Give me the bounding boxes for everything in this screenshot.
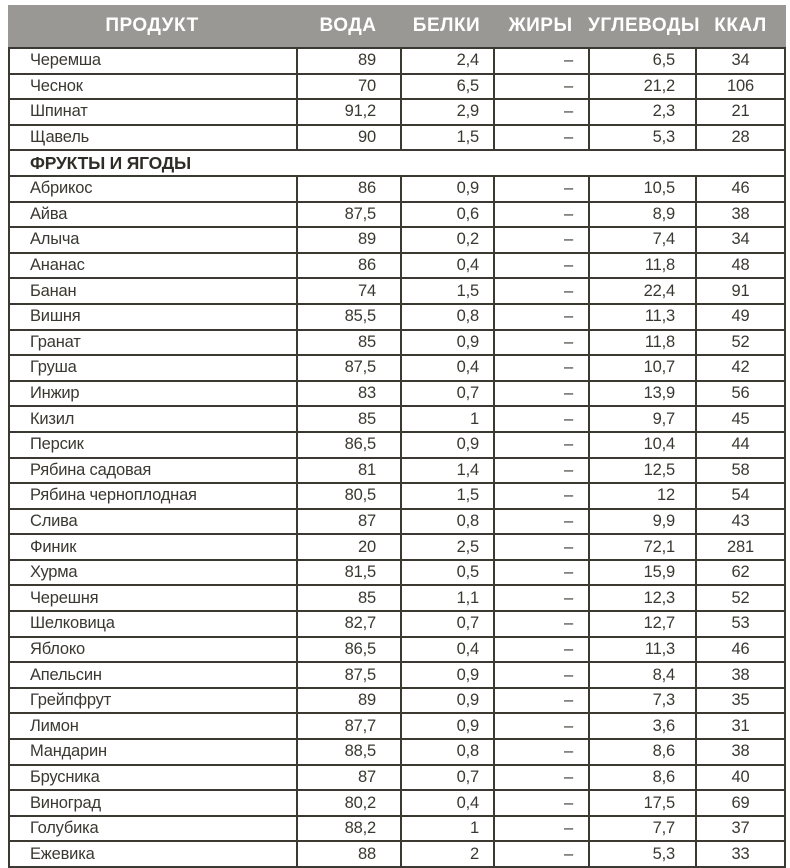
column-header-fat: ЖИРЫ xyxy=(508,15,573,36)
protein-cell: 2,4 xyxy=(400,49,493,73)
fat-cell: – xyxy=(493,254,588,278)
carbs-cell: 8,6 xyxy=(588,766,695,790)
kcal-cell: 34 xyxy=(695,228,784,252)
carbs-cell: 11,3 xyxy=(588,305,695,329)
kcal-cell: 31 xyxy=(695,714,784,738)
product-cell: Рябина черноплодная xyxy=(30,486,197,505)
fat-cell: – xyxy=(493,177,588,201)
product-cell: Вишня xyxy=(30,307,81,326)
fat-cell: – xyxy=(493,100,588,124)
product-cell: Рябина садовая xyxy=(30,460,152,479)
product-cell: Апельсин xyxy=(30,665,102,684)
fat-cell: – xyxy=(493,356,588,380)
kcal-cell: 40 xyxy=(695,766,784,790)
kcal-cell: 52 xyxy=(695,586,784,610)
water-cell: 89 xyxy=(296,228,400,252)
carbs-cell: 11,8 xyxy=(588,331,695,355)
product-cell: Лимон xyxy=(30,716,79,735)
protein-cell: 1 xyxy=(400,817,493,841)
product-cell: Виноград xyxy=(30,793,101,812)
fat-cell: – xyxy=(493,203,588,227)
protein-cell: 0,9 xyxy=(400,433,493,457)
carbs-cell: 3,6 xyxy=(588,714,695,738)
product-cell: Абрикос xyxy=(30,179,93,198)
table-row xyxy=(10,764,784,790)
water-cell: 83 xyxy=(296,382,400,406)
water-cell: 80,5 xyxy=(296,484,400,508)
product-cell: Щавель xyxy=(30,128,90,147)
nutrition-table xyxy=(8,5,786,868)
kcal-cell: 28 xyxy=(695,126,784,150)
protein-cell: 0,2 xyxy=(400,228,493,252)
carbs-cell: 8,9 xyxy=(588,203,695,227)
water-cell: 82,7 xyxy=(296,612,400,636)
water-cell: 85 xyxy=(296,586,400,610)
carbs-cell: 7,4 xyxy=(588,228,695,252)
protein-cell: 2,5 xyxy=(400,535,493,559)
protein-cell: 2,9 xyxy=(400,100,493,124)
kcal-cell: 69 xyxy=(695,791,784,815)
kcal-cell: 35 xyxy=(695,689,784,713)
protein-cell: 0,4 xyxy=(400,254,493,278)
carbs-cell: 11,3 xyxy=(588,638,695,662)
kcal-cell: 38 xyxy=(695,663,784,687)
product-cell: Банан xyxy=(30,281,77,300)
product-cell: Шелковица xyxy=(30,614,115,633)
water-cell: 86,5 xyxy=(296,638,400,662)
carbs-cell: 15,9 xyxy=(588,561,695,585)
table-row xyxy=(10,584,784,610)
kcal-cell: 21 xyxy=(695,100,784,124)
water-cell: 86,5 xyxy=(296,433,400,457)
table-row xyxy=(10,226,784,252)
carbs-cell: 9,7 xyxy=(588,407,695,431)
carbs-cell: 9,9 xyxy=(588,510,695,534)
fat-cell: – xyxy=(493,75,588,99)
water-cell: 80,2 xyxy=(296,791,400,815)
kcal-cell: 45 xyxy=(695,407,784,431)
water-cell: 88,2 xyxy=(296,817,400,841)
table-row xyxy=(10,687,784,713)
fat-cell: – xyxy=(493,484,588,508)
protein-cell: 0,9 xyxy=(400,663,493,687)
kcal-cell: 48 xyxy=(695,254,784,278)
water-cell: 89 xyxy=(296,689,400,713)
carbs-cell: 12,7 xyxy=(588,612,695,636)
table-header xyxy=(8,5,786,47)
product-cell: Гранат xyxy=(30,332,81,351)
water-cell: 91,2 xyxy=(296,100,400,124)
product-cell: Хурма xyxy=(30,563,78,582)
protein-cell: 0,8 xyxy=(400,510,493,534)
table-row xyxy=(10,73,784,99)
water-cell: 88,5 xyxy=(296,740,400,764)
water-cell: 86 xyxy=(296,177,400,201)
protein-cell: 6,5 xyxy=(400,75,493,99)
carbs-cell: 7,3 xyxy=(588,689,695,713)
product-cell: Ананас xyxy=(30,256,85,275)
product-cell: Слива xyxy=(30,511,78,530)
table-row xyxy=(10,712,784,738)
fat-cell: – xyxy=(493,586,588,610)
product-cell: Персик xyxy=(30,435,84,454)
water-cell: 87 xyxy=(296,766,400,790)
table-row xyxy=(10,610,784,636)
table-row xyxy=(10,329,784,355)
protein-cell: 1,5 xyxy=(400,126,493,150)
product-cell: Мандарин xyxy=(30,742,107,761)
product-cell: Кизил xyxy=(30,409,75,428)
water-cell: 85,5 xyxy=(296,305,400,329)
protein-cell: 2 xyxy=(400,842,493,866)
column-header-protein: БЕЛКИ xyxy=(412,15,481,36)
protein-cell: 0,8 xyxy=(400,305,493,329)
kcal-cell: 33 xyxy=(695,842,784,866)
water-cell: 90 xyxy=(296,126,400,150)
water-cell: 88 xyxy=(296,842,400,866)
fat-cell: – xyxy=(493,689,588,713)
water-cell: 87,7 xyxy=(296,714,400,738)
water-cell: 74 xyxy=(296,279,400,303)
carbs-cell: 72,1 xyxy=(588,535,695,559)
fat-cell: – xyxy=(493,817,588,841)
protein-cell: 0,9 xyxy=(400,689,493,713)
fat-cell: – xyxy=(493,791,588,815)
protein-cell: 0,9 xyxy=(400,331,493,355)
kcal-cell: 38 xyxy=(695,740,784,764)
kcal-cell: 44 xyxy=(695,433,784,457)
table-row xyxy=(10,508,784,534)
product-cell: Черешня xyxy=(30,588,99,607)
table-row xyxy=(10,124,784,150)
carbs-cell: 22,4 xyxy=(588,279,695,303)
product-cell: Груша xyxy=(30,358,77,377)
column-header-kcal: ККАЛ xyxy=(714,15,767,36)
fat-cell: – xyxy=(493,842,588,866)
fat-cell: – xyxy=(493,126,588,150)
carbs-cell: 12,5 xyxy=(588,459,695,483)
carbs-cell: 8,4 xyxy=(588,663,695,687)
kcal-cell: 52 xyxy=(695,331,784,355)
fat-cell: – xyxy=(493,638,588,662)
table-row xyxy=(10,252,784,278)
table-row xyxy=(10,431,784,457)
table-row xyxy=(10,636,784,662)
carbs-cell: 21,2 xyxy=(588,75,695,99)
water-cell: 70 xyxy=(296,75,400,99)
table-row xyxy=(10,815,784,841)
protein-cell: 1,5 xyxy=(400,484,493,508)
fat-cell: – xyxy=(493,228,588,252)
product-cell: Голубика xyxy=(30,819,99,838)
carbs-cell: 10,5 xyxy=(588,177,695,201)
protein-cell: 0,9 xyxy=(400,177,493,201)
table-row xyxy=(10,405,784,431)
table-row xyxy=(10,303,784,329)
protein-cell: 0,9 xyxy=(400,714,493,738)
protein-cell: 1,4 xyxy=(400,459,493,483)
product-cell: Шпинат xyxy=(30,102,88,121)
kcal-cell: 38 xyxy=(695,203,784,227)
water-cell: 87 xyxy=(296,510,400,534)
carbs-cell: 8,6 xyxy=(588,740,695,764)
protein-cell: 1,5 xyxy=(400,279,493,303)
kcal-cell: 43 xyxy=(695,510,784,534)
fat-cell: – xyxy=(493,305,588,329)
fat-cell: – xyxy=(493,279,588,303)
product-cell: Финик xyxy=(30,537,77,556)
product-cell: Ежевика xyxy=(30,844,95,863)
column-header-carbs: УГЛЕВОДЫ xyxy=(588,15,701,36)
column-header-product: ПРОДУКТ xyxy=(105,15,199,36)
water-cell: 85 xyxy=(296,407,400,431)
water-cell: 86 xyxy=(296,254,400,278)
table-row xyxy=(10,457,784,483)
fat-cell: – xyxy=(493,459,588,483)
water-cell: 87,5 xyxy=(296,203,400,227)
carbs-cell: 12 xyxy=(588,484,695,508)
carbs-cell: 12,3 xyxy=(588,586,695,610)
protein-cell: 0,8 xyxy=(400,740,493,764)
protein-cell: 0,7 xyxy=(400,612,493,636)
section-row: ФРУКТЫ И ЯГОДЫ xyxy=(10,149,784,175)
fat-cell: – xyxy=(493,49,588,73)
carbs-cell: 13,9 xyxy=(588,382,695,406)
kcal-cell: 49 xyxy=(695,305,784,329)
carbs-cell: 10,4 xyxy=(588,433,695,457)
kcal-cell: 91 xyxy=(695,279,784,303)
kcal-cell: 53 xyxy=(695,612,784,636)
fat-cell: – xyxy=(493,407,588,431)
water-cell: 20 xyxy=(296,535,400,559)
table-row xyxy=(10,354,784,380)
kcal-cell: 106 xyxy=(695,75,784,99)
kcal-cell: 46 xyxy=(695,638,784,662)
product-cell: Брусника xyxy=(30,767,100,786)
water-cell: 81,5 xyxy=(296,561,400,585)
table-row xyxy=(10,661,784,687)
product-cell: Айва xyxy=(30,204,68,223)
protein-cell: 0,4 xyxy=(400,638,493,662)
water-cell: 87,5 xyxy=(296,356,400,380)
protein-cell: 0,7 xyxy=(400,766,493,790)
water-cell: 87,5 xyxy=(296,663,400,687)
carbs-cell: 10,7 xyxy=(588,356,695,380)
table-row xyxy=(10,98,784,124)
fat-cell: – xyxy=(493,433,588,457)
protein-cell: 0,6 xyxy=(400,203,493,227)
table-row xyxy=(10,482,784,508)
protein-cell: 0,5 xyxy=(400,561,493,585)
product-cell: Алыча xyxy=(30,230,80,249)
table-row xyxy=(10,47,784,73)
table-body xyxy=(8,47,786,868)
kcal-cell: 58 xyxy=(695,459,784,483)
protein-cell: 1,1 xyxy=(400,586,493,610)
carbs-cell: 11,8 xyxy=(588,254,695,278)
kcal-cell: 281 xyxy=(695,535,784,559)
water-cell: 89 xyxy=(296,49,400,73)
protein-cell: 0,4 xyxy=(400,356,493,380)
table-row xyxy=(10,201,784,227)
water-cell: 81 xyxy=(296,459,400,483)
carbs-cell: 6,5 xyxy=(588,49,695,73)
column-header-water: ВОДА xyxy=(319,15,377,36)
table-row xyxy=(10,175,784,201)
table-row xyxy=(10,380,784,406)
table-row xyxy=(10,840,784,866)
protein-cell: 1 xyxy=(400,407,493,431)
table-row xyxy=(10,738,784,764)
kcal-cell: 54 xyxy=(695,484,784,508)
fat-cell: – xyxy=(493,535,588,559)
kcal-cell: 42 xyxy=(695,356,784,380)
table-row xyxy=(10,789,784,815)
water-cell: 85 xyxy=(296,331,400,355)
fat-cell: – xyxy=(493,382,588,406)
fat-cell: – xyxy=(493,612,588,636)
fat-cell: – xyxy=(493,714,588,738)
protein-cell: 0,4 xyxy=(400,791,493,815)
kcal-cell: 62 xyxy=(695,561,784,585)
table-row xyxy=(10,533,784,559)
product-cell: Чеснок xyxy=(30,76,83,95)
fat-cell: – xyxy=(493,331,588,355)
kcal-cell: 56 xyxy=(695,382,784,406)
product-cell: Яблоко xyxy=(30,639,85,658)
product-cell: Инжир xyxy=(30,384,80,403)
carbs-cell: 5,3 xyxy=(588,842,695,866)
fat-cell: – xyxy=(493,663,588,687)
kcal-cell: 46 xyxy=(695,177,784,201)
carbs-cell: 2,3 xyxy=(588,100,695,124)
table-row xyxy=(10,277,784,303)
carbs-cell: 7,7 xyxy=(588,817,695,841)
fat-cell: – xyxy=(493,561,588,585)
fat-cell: – xyxy=(493,740,588,764)
product-cell: Черемша xyxy=(30,51,101,70)
kcal-cell: 37 xyxy=(695,817,784,841)
kcal-cell: 34 xyxy=(695,49,784,73)
carbs-cell: 5,3 xyxy=(588,126,695,150)
fat-cell: – xyxy=(493,510,588,534)
table-row xyxy=(10,559,784,585)
protein-cell: 0,7 xyxy=(400,382,493,406)
carbs-cell: 17,5 xyxy=(588,791,695,815)
product-cell: Грейпфрут xyxy=(30,691,112,710)
fat-cell: – xyxy=(493,766,588,790)
